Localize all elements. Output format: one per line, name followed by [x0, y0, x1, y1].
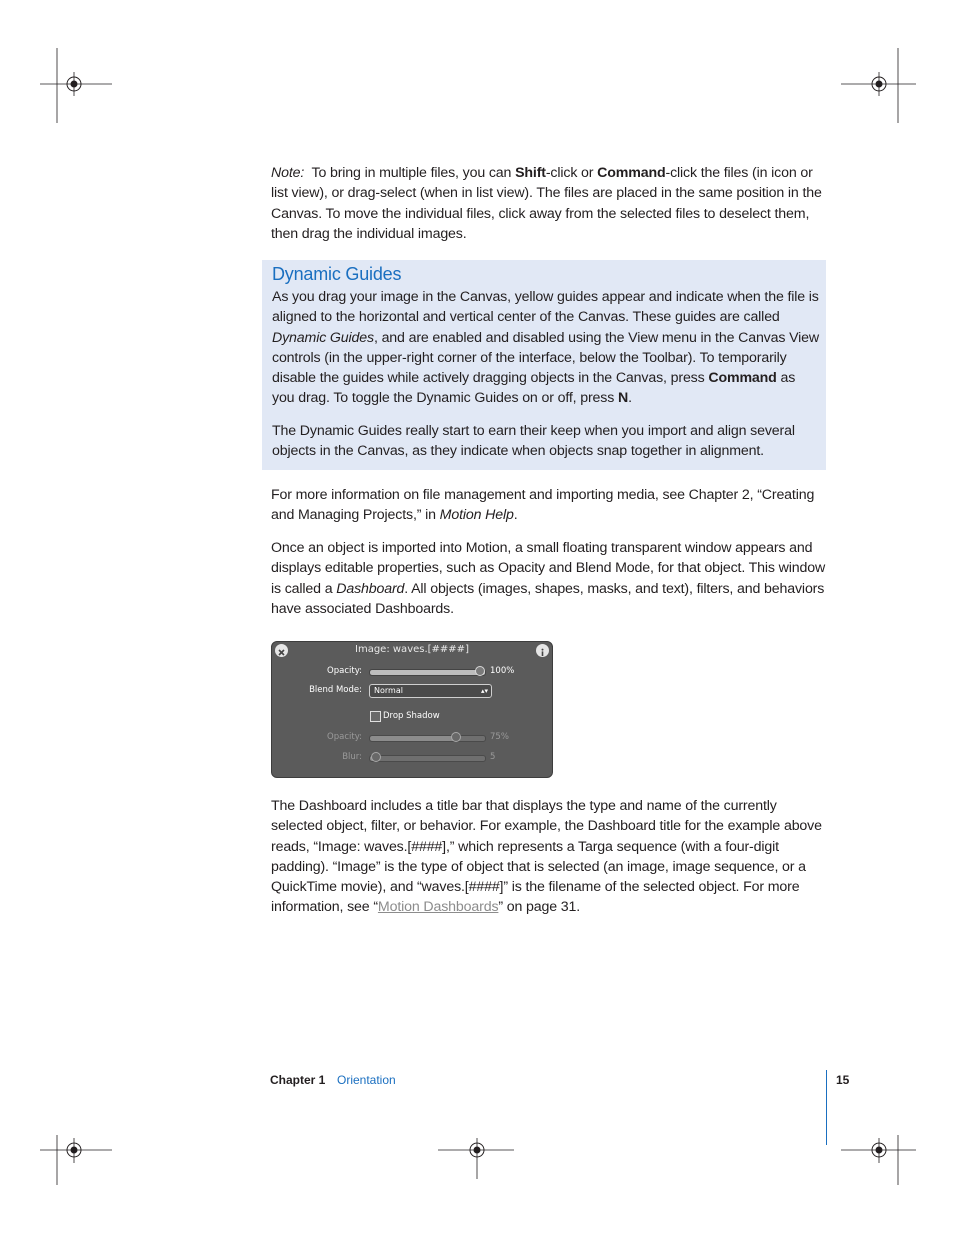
footer-divider	[826, 1070, 827, 1145]
info-icon[interactable]	[536, 644, 549, 657]
sidebar-paragraph-2: The Dynamic Guides really start to earn their keep when you import and align several objects in the Canvas, as they indicate when objects snap together in alignment.	[272, 423, 795, 460]
blend-mode-select[interactable]	[369, 684, 492, 698]
shadow-opacity-label: Opacity:	[327, 732, 362, 742]
blur-slider[interactable]	[369, 755, 486, 762]
blend-mode-value: Normal	[374, 686, 403, 695]
drop-shadow-checkbox[interactable]	[370, 711, 381, 722]
opacity-value: 100%	[490, 666, 515, 676]
dashboard-description-paragraph: The Dashboard includes a title bar that displays the type and name of the currently selected object, filter, or behavior. For example, the Dashboard title for the example above reads, “Image: waves.[####],” which represents a Targa sequence (with a four-digit padding). “Image” is the type of object that is selected (an image, image sequence, or a QuickTime movie), and “waves.[####]” is the filename of the selected object. For more information, see “Motion Dashboards” on page 31.	[271, 798, 822, 916]
blur-slider-knob[interactable]	[371, 752, 381, 762]
registration-mark-top-left	[40, 48, 120, 123]
dashboard-title: Image: waves.[####]	[355, 644, 469, 655]
footer-chapter: Chapter 1	[270, 1073, 326, 1087]
registration-mark-top-right	[836, 48, 916, 123]
drop-shadow-label: Drop Shadow	[383, 711, 440, 721]
opacity-slider-fill	[370, 670, 485, 675]
shadow-opacity-slider-knob[interactable]	[451, 732, 461, 742]
motion-dashboards-link[interactable]: Motion Dashboards	[377, 899, 499, 916]
footer-section: Orientation	[337, 1073, 396, 1087]
note-label: Note:	[271, 165, 305, 181]
blur-value: 5	[490, 752, 496, 762]
shadow-opacity-slider[interactable]	[369, 735, 486, 742]
dashboard-hud	[271, 641, 553, 778]
opacity-slider-knob[interactable]	[475, 666, 485, 676]
registration-mark-bottom-center	[438, 1135, 518, 1185]
file-management-paragraph: For more information on file management and importing media, see Chapter 2, “Creating and Managing Projects,” in Motion Help.	[271, 487, 815, 524]
shadow-opacity-value: 75%	[490, 732, 509, 742]
registration-mark-bottom-left	[40, 1135, 120, 1185]
dashboard-intro-paragraph: Once an object is imported into Motion, a small floating transparent window appears and displays editable properties, such as Opacity and Blend Mode, for that object. This window is called a Dashboard. All objects (images, shapes, masks, and text), filters, and behaviors have associated Dashboards.	[271, 540, 826, 617]
note-paragraph: Note: To bring in multiple files, you can Shift-click or Command-click the files (in icon or list view), or drag-select (when in list view). The files are placed in the same position in the Canvas. To move the individual files, click away from the selected files to deselect them, then drag the individual images.	[271, 165, 822, 242]
opacity-label: Opacity:	[327, 666, 362, 676]
registration-mark-bottom-right	[836, 1135, 916, 1185]
sidebar-title: Dynamic Guides	[272, 264, 402, 284]
opacity-slider[interactable]	[369, 669, 486, 676]
sidebar-paragraph-1: As you drag your image in the Canvas, yellow guides appear and indicate when the file is aligned to the horizontal and vertical center of the Canvas. These guides are called Dynamic Guides, and are enabled and disabled using the View menu in the Canvas View controls (in the upper-right corner of the interface, below the Toolbar). To temporarily disable the guides while actively dragging objects in the Canvas, press Command as you drag. To toggle the Dynamic Guides on or off, press N.	[272, 289, 819, 407]
shadow-opacity-slider-fill	[370, 736, 456, 741]
blur-label: Blur:	[342, 752, 362, 762]
blend-mode-label: Blend Mode:	[309, 685, 362, 695]
page-number: 15	[836, 1073, 850, 1087]
popup-arrows-icon: ▴▾	[480, 687, 488, 695]
